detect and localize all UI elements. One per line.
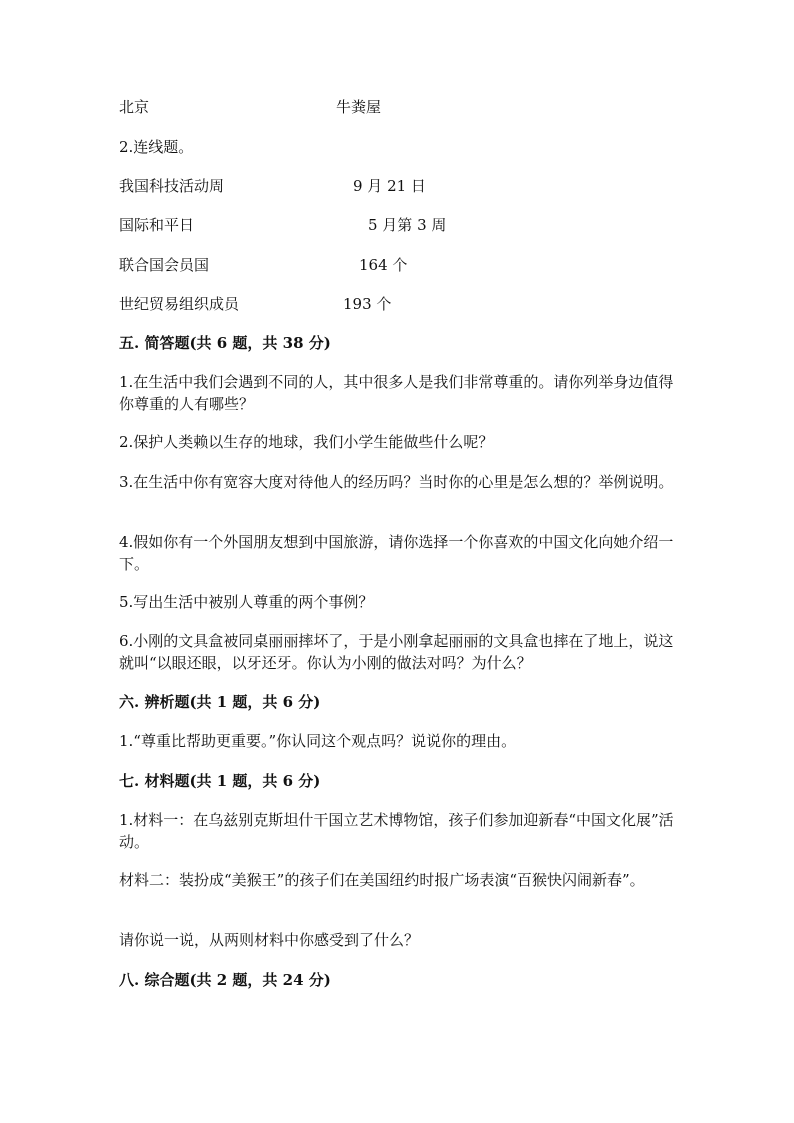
section-5-title: 五. 简答题(共 6 题，共 38 分) (119, 334, 331, 352)
question-2-title: 2.连线题。 (119, 138, 194, 156)
match-row-4-right: 193 个 (343, 295, 392, 313)
section-5-question-5: 5.写出生活中被别人尊重的两个事例？ (119, 593, 374, 611)
section-5-question-4: 4.假如你有一个外国朋友想到中国旅游，请你选择一个你喜欢的中国文化向她介绍一下。 (119, 533, 674, 573)
section-7-material-1: 1.材料一：在乌兹别克斯坦什干国立艺术博物馆，孩子们参加迎新春“中国文化展”活动。 (119, 811, 674, 851)
section-7-question: 请你说一说，从两则材料中你感受到了什么？ (119, 931, 420, 949)
match-row-2-right: 5 月第 3 周 (368, 216, 447, 234)
match-row-3-left: 联合国会员国 (119, 256, 210, 274)
section-5-question-3: 3.在生活中你有宽容大度对待他人的经历吗？当时你的心里是怎么想的？举例说明。 (119, 473, 674, 491)
match-top-left: 北京 (119, 98, 150, 116)
section-7-material-2: 材料二：装扮成“美猴王”的孩子们在美国纽约时报广场表演“百猴快闪闹新春”。 (119, 871, 645, 889)
match-row-4-left: 世纪贸易组织成员 (119, 295, 240, 313)
section-5-question-1: 1.在生活中我们会遇到不同的人，其中很多人是我们非常尊重的。请你列举身边值得你尊重的人有哪些？ (119, 373, 674, 413)
match-row-1-right: 9 月 21 日 (353, 177, 426, 195)
match-row-3-right: 164 个 (359, 256, 408, 274)
match-row-1-left: 我国科技活动周 (119, 177, 225, 195)
section-7-title: 七. 材料题(共 1 题，共 6 分) (119, 772, 321, 790)
section-6-title: 六. 辨析题(共 1 题，共 6 分) (119, 693, 321, 711)
match-top-right: 牛粪屋 (336, 98, 382, 116)
section-5-question-6: 6.小刚的文具盒被同桌丽丽摔坏了，于是小刚拿起丽丽的文具盒也摔在了地上，说这就叫“以眼还眼，以牙还牙。你认为小刚的做法对吗？为什么？ (119, 632, 674, 672)
section-5-question-2: 2.保护人类赖以生存的地球，我们小学生能做些什么呢？ (119, 433, 494, 451)
section-6-question-1: 1.“尊重比帮助更重要。”你认同这个观点吗？说说你的理由。 (119, 732, 517, 750)
match-row-2-left: 国际和平日 (119, 216, 195, 234)
section-8-title: 八. 综合题(共 2 题，共 24 分) (119, 971, 331, 989)
